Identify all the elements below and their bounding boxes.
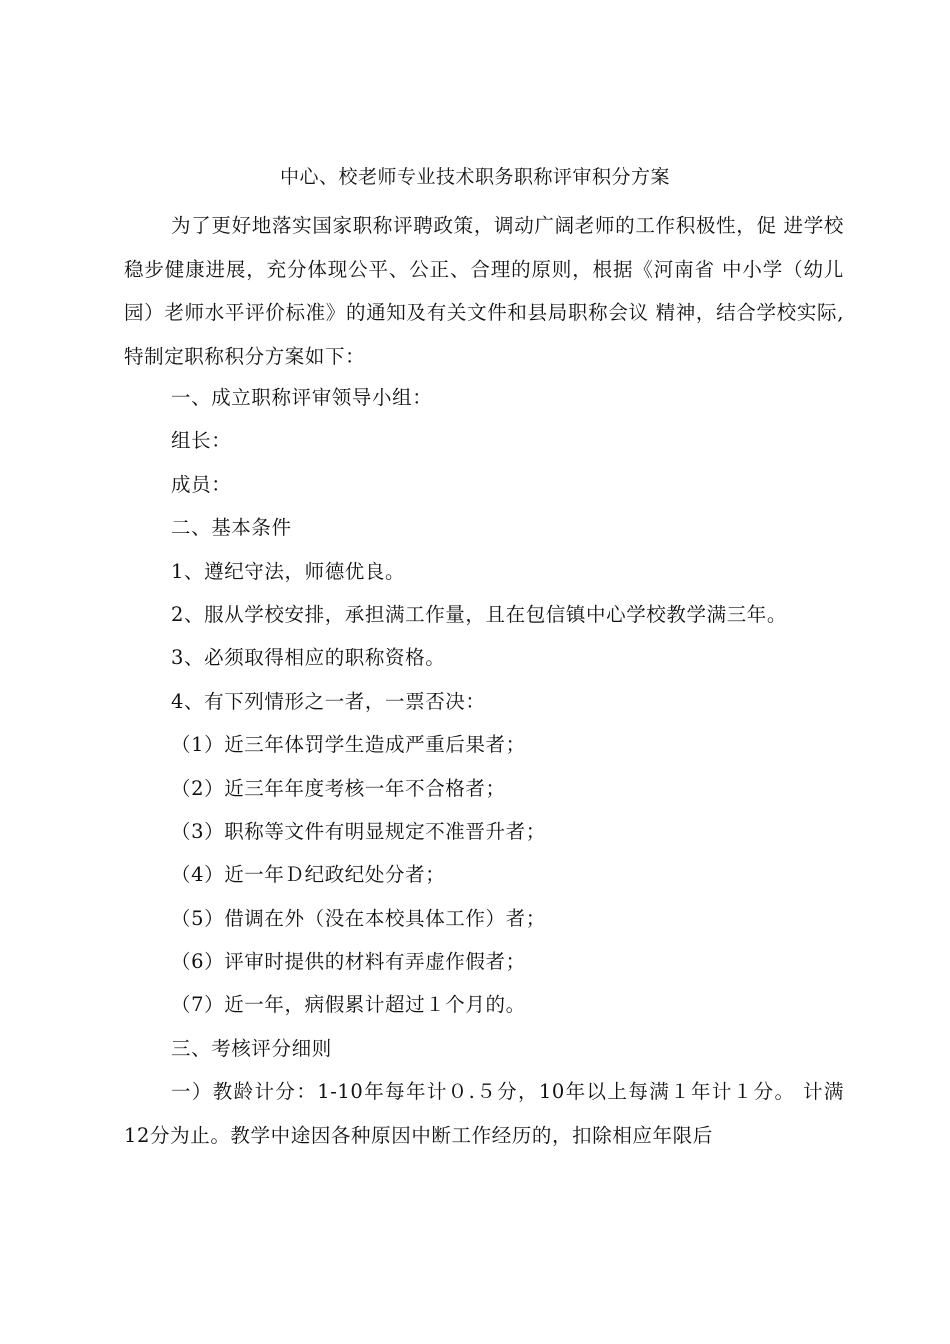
veto-item: （5）借调在外（没在本校具体工作）者；: [171, 906, 546, 930]
leader-label: 组长：: [171, 429, 232, 453]
condition-item: 4、有下列情形之一者，一票否决：: [171, 689, 486, 713]
document-body: [124, 376, 844, 1157]
condition-item: 1、遵纪守法，师德优良。: [171, 559, 406, 583]
veto-item: （3）职称等文件有明显规定不准晋升者；: [171, 819, 546, 843]
intro-paragraph: 为了更好地落实国家职称评聘政策，调动广阔老师的工作积极性，促 进学校稳步健康进展，充分体现公平、公正、合理的原则，根据《河南省 中小学（幼儿园）老师水平评价标准》的通知及有关文件和县局职称会议 精神，结合学校实际,特制定职称积分方案如下：: [124, 214, 844, 368]
veto-item: （1）近三年体罚学生造成严重后果者；: [171, 733, 526, 757]
veto-item: （2）近三年年度考核一年不合格者；: [171, 776, 506, 800]
section-1-heading: 一、成立职称评审领导小组：: [171, 386, 433, 409]
condition-item: 2、服从学校安排，承担满工作量，且在包信镇中心学校教学满三年。: [171, 602, 788, 626]
scoring-paragraph: 一）教龄计分：1-10年每年计０.５分，10年以上每满１年计１分。 计满12分为止。教学中途因各种原因中断工作经历的，扣除相应年限后: [124, 1080, 844, 1147]
veto-item: （4）近一年Ｄ纪政纪处分者；: [171, 863, 446, 887]
document-title: 中心、校老师专业技术职务职称评审积分方案: [279, 166, 670, 188]
members-label: 成员：: [171, 472, 232, 496]
veto-item: （7）近一年，病假累计超过１个月的。: [171, 993, 526, 1017]
section-3-heading: 三、考核评分细则: [171, 1036, 332, 1060]
section-2-heading: 二、基本条件: [171, 516, 292, 540]
veto-item: （6）评审时提供的材料有弄虚作假者；: [171, 950, 526, 974]
condition-item: 3、必须取得相应的职称资格。: [171, 646, 446, 670]
